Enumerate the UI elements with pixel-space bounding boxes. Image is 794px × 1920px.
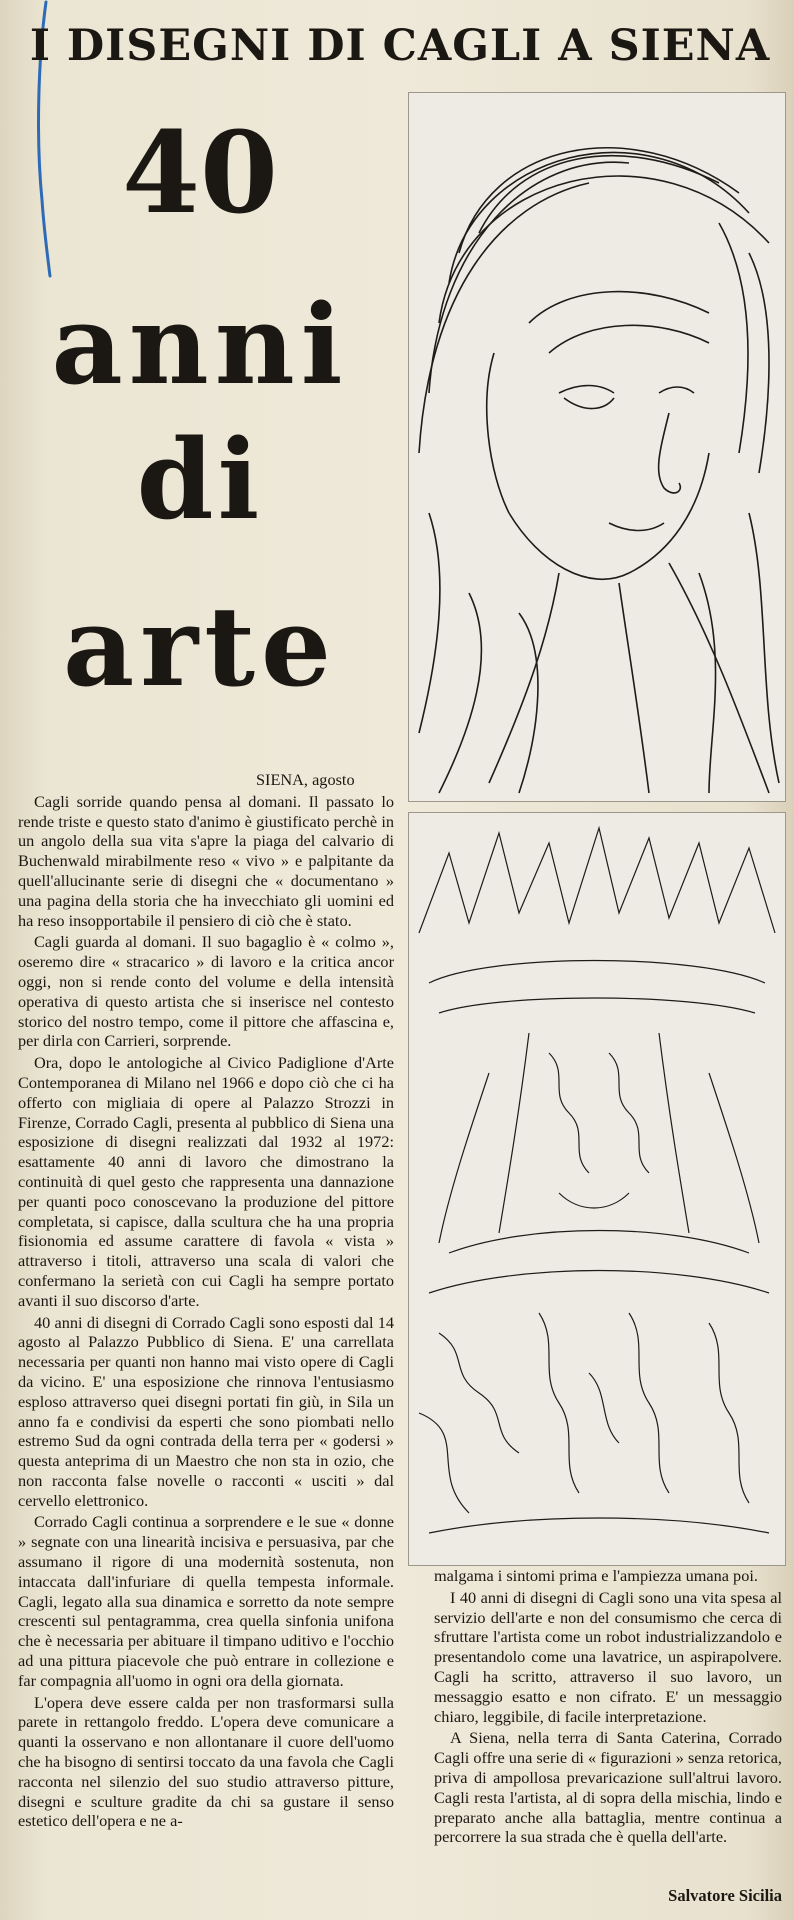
- title-line-anni: anni: [51, 280, 349, 409]
- headline: I DISEGNI DI CAGLI A SIENA: [29, 21, 771, 71]
- portrait-drawing-art: [409, 93, 785, 801]
- crowned-figure-drawing-art: [409, 813, 785, 1565]
- portrait-drawing: [408, 92, 786, 802]
- article-paragraph: Cagli sorride quando pensa al domani. Il passato lo rende triste e questo stato d'animo è giustificato perchè in un angolo della sua vita s'apre la piaga del calvario di Buchenwald mirabilmente reso « vivo » e palpitante da quell'allucinante serie di disegni che « documentano » una pagina della storia che ha invecchiato gli uomini ed ha reso insopportabile il pensiero di ciò che è stato.: [18, 791, 394, 930]
- title-line-arte: arte: [62, 582, 338, 711]
- article-paragraph: A Siena, nella terra di Santa Caterina, Corrado Cagli offre una serie di « figurazioni » senza retorica, priva di ampollosa prevaricazione sull'altrui lavoro. Cagli resta l'artista, al di sopra della mischia, lindo e preparato anche alla battaglia, mentre continua a percorrere la sua strada che è quella dell'arte.: [434, 1728, 782, 1847]
- crowned-figure-drawing: [408, 812, 786, 1566]
- title-line-40: 40: [122, 108, 278, 239]
- article-paragraph: I 40 anni di disegni di Cagli sono una vita spesa al servizio dell'arte e non del consumismo che cerca di sfruttare l'artista come un robot industrializzandolo e presentandolo come una lavatrice, un aspirapolvere. Cagli ha scritto, attraverso il suo lavoro, un messaggio esatto e non cifrato. E' un messaggio chiaro, leggibile, di facile interpretazione.: [434, 1587, 782, 1726]
- author-signature: Salvatore Sicilia: [668, 1886, 782, 1905]
- article-column-right: [434, 1566, 782, 1849]
- article-paragraph: 40 anni di disegni di Corrado Cagli sono esposti dal 14 agosto al Palazzo Pubblico di Siena. E' una carrellata necessaria per quanti non hanno mai visto opere di Cagli da vicino. E' una esposizione che rinnova l'entusiasmo esploso attraverso quei disegni portati fin giù, in Sila un anno fa e condivisi da esperti che sono piombati nello estremo Sud da ogni contrada della terra per « godersi » questa anteprima di un Maestro che non sta in ozio, che non racconta false novelle o racconti « usciti » dal cervello elettronico.: [18, 1312, 394, 1510]
- article-paragraph: Corrado Cagli continua a sorprendere e le sue « donne » segnate con una linearità incisiva e persuasiva, par che assumano il rigore di una modernità sostenuta, non intaccata dall'infuriare di quella tempesta informale. Cagli, legato alla sua dinamica e sorretto da note sempre crescenti sul pentagramma, crea quella sinfonia unifona che è necessaria per abituare il timpano uditivo e l'occhio ad una pittura piacevole che può entrare in collezione e far compagnia all'uomo in ogni ora della giornata.: [18, 1512, 394, 1690]
- article-paragraph: malgama i sintomi prima e l'ampiezza umana poi.: [434, 1566, 758, 1585]
- title-line-di: di: [136, 415, 264, 544]
- article-paragraph: Cagli guarda al domani. Il suo bagaglio è « colmo », oseremo dire « stracarico » di lavoro e la critica ancor oggi, non si rende conto del volume e della intensità operativa di questo artista che si inserisce nel contesto storico del nostro tempo, come il pittore che affascina e, per dirla con Carrieri, sorprende.: [18, 932, 394, 1051]
- article-paragraph: L'opera deve essere calda per non trasformarsi sulla parete in rettangolo freddo. L'opera deve comunicare a quanti la osservano e non allontanare il cuore dell'uomo che ha bisogno di sentirsi toccato da una favola che Cagli racconta nel silenzio del suo studio attraverso pitture, disegni e sculture gradite da chi sa gustare il senso estetico dell'opera e ne a-: [18, 1692, 394, 1831]
- article-paragraph: Ora, dopo le antologiche al Civico Padiglione d'Arte Contemporanea di Milano nel 1966 e dopo ciò che ci ha offerto con migliaia di opere al Palazzo Strozzi in Firenze, Corrado Cagli, presenta al pubblico di Siena una esposizione di disegni realizzati dal 1932 al 1972: esattamente 40 anni di lavoro che dimostrano la continuità di quel gesto che rappresenta una dannazione per quanti poco conoscevano la produzione del pittore completata, si capisce, dalla scultura che ha una propria fisionomia ed assume carattere di favola « vista » attraverso i titoli, attraverso una scala di valori che confermano la serietà con cui Cagli ha sempre portato avanti il suo discorso d'arte.: [18, 1053, 394, 1310]
- dateline: SIENA, agosto: [256, 770, 355, 789]
- article-column-left: [18, 770, 394, 1833]
